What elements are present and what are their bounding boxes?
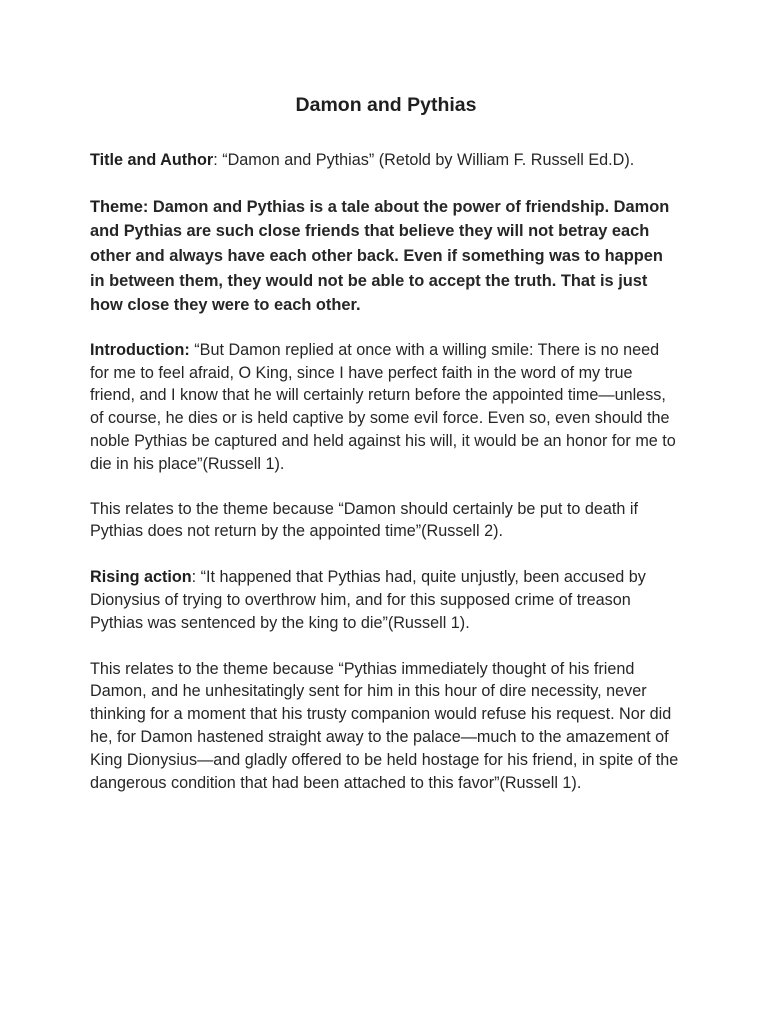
- rising-action-label: Rising action: [90, 568, 192, 587]
- theme-text: Damon and Pythias is a tale about the power of friendship. Damon and Pythias are such close friends that believe they will not betray each other and always have each other back. Even if something was to happen in between them, they would not be able to accept the truth. That is just how close they were to each other.: [90, 197, 670, 315]
- rising-action-paragraph: [90, 566, 682, 634]
- theme-paragraph: [90, 195, 682, 318]
- title-author-label: Title and Author: [90, 151, 214, 169]
- introduction-paragraph: [90, 339, 682, 476]
- theme-label: Theme:: [90, 197, 149, 216]
- introduction-relation-paragraph: This relates to the theme because “Damon should certainly be put to death if Pythias does not return by the appointed time”(Russell 2).: [90, 499, 638, 541]
- rising-action-relation-paragraph: This relates to the theme because “Pythias immediately thought of his friend Damon, and he unhesitatingly sent for him in this hour of dire necessity, never thinking for a moment that his trusty companion would refuse his request. Nor did he, for Damon hastened straight away to the palace—much to the amazement of King Dionysius—and gladly offered to be held hostage for his friend, in spite of the dangerous condition that had been attached to this favor”(Russell 1).: [90, 659, 679, 792]
- introduction-text: “But Damon replied at once with a willing smile: There is no need for me to feel afraid, O King, since I have perfect faith in the word of my true friend, and I know that he will certainly return before the appointed time—unless, of course, he dies or is held captive by some evil force. Even so, even should the noble Pythias be captured and held against his will, it would be an honor for me to die in his place”(Russell 1).: [90, 340, 676, 473]
- document-page: [90, 92, 682, 817]
- title-author-paragraph: [90, 149, 682, 172]
- rising-action-text: : “It happened that Pythias had, quite unjustly, been accused by Dionysius of trying to overthrow him, and for this supposed crime of treason Pythias was sentenced by the king to die”(Russell 1).: [90, 568, 646, 632]
- document-title: Damon and Pythias: [295, 94, 477, 116]
- title-author-text: : “Damon and Pythias” (Retold by William F. Russell Ed.D).: [213, 151, 635, 169]
- introduction-label: Introduction:: [90, 340, 190, 359]
